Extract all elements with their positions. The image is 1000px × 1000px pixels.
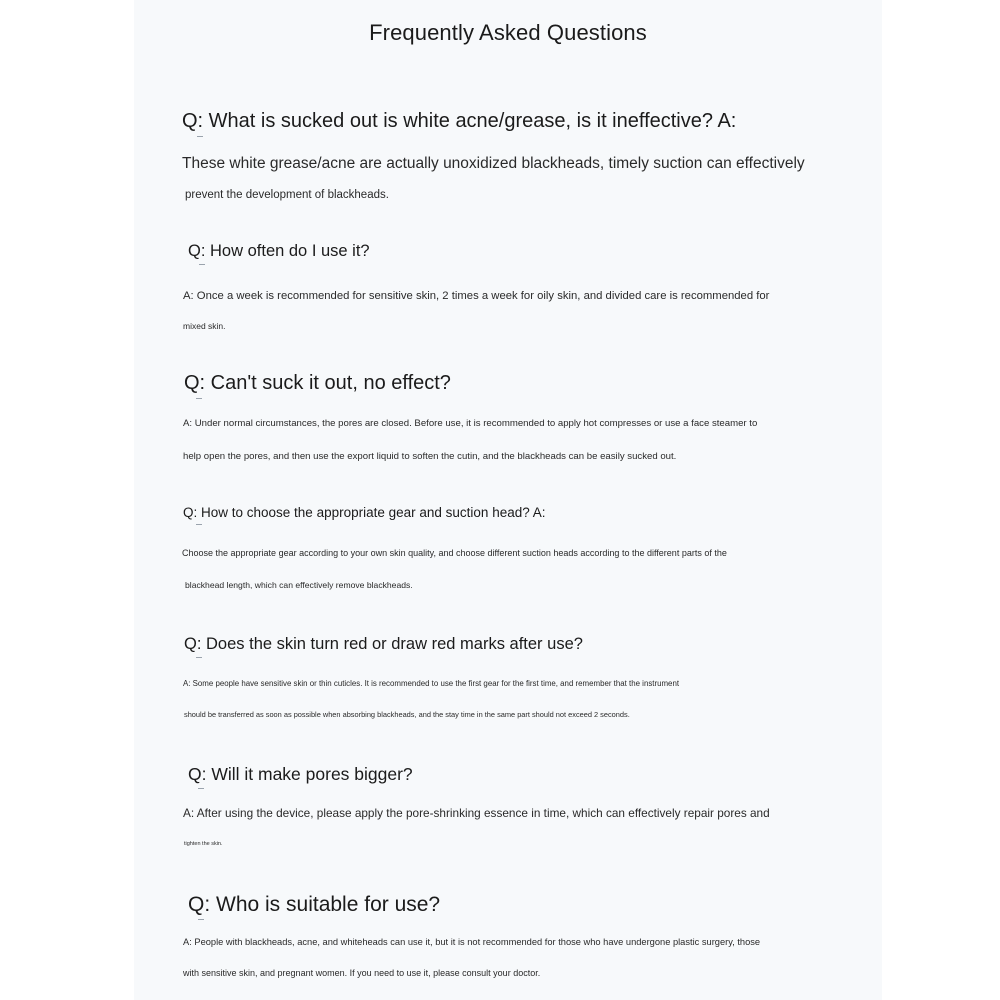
faq-answer-5-line1: A: Some people have sensitive skin or thin cuticles. It is recommended to use the first gear for the first time, and remember that the instrument [183, 679, 680, 688]
faq-page [134, 0, 882, 1000]
faq-question-6: Q: Will it make pores bigger? [188, 764, 413, 784]
faq-question-4: Q: How to choose the appropriate gear and suction head? A: [183, 505, 546, 520]
question-underline-mark [196, 657, 202, 658]
faq-answer-1-line2: prevent the development of blackheads. [185, 189, 389, 201]
faq-answer-4-line1: Choose the appropriate gear according to your own skin quality, and choose different suction heads according to the different parts of the [182, 548, 727, 558]
faq-answer-4-line2: blackhead length, which can effectively remove blackheads. [185, 580, 413, 590]
faq-answer-6-line2: tighten the skin. [184, 841, 223, 847]
faq-question-3: Q: Can't suck it out, no effect? [184, 372, 451, 394]
faq-answer-2-line1: A: Once a week is recommended for sensitive skin, 2 times a week for oily skin, and divided care is recommended for [183, 290, 770, 302]
question-underline-mark [199, 264, 205, 265]
faq-answer-5-line2: should be transferred as soon as possible when absorbing blackheads, and the stay time in the same part should not exceed 2 seconds. [184, 710, 630, 719]
faq-question-2: Q: How often do I use it? [188, 242, 370, 260]
faq-answer-7-line1: A: People with blackheads, acne, and whiteheads can use it, but it is not recommended for those who have undergone plastic surgery, those [183, 937, 761, 947]
faq-question-1: Q: What is sucked out is white acne/grease, is it ineffective? A: [182, 110, 737, 132]
faq-answer-2-line2: mixed skin. [183, 321, 226, 331]
question-underline-mark [198, 788, 204, 789]
faq-answer-1-line1: These white grease/acne are actually unoxidized blackheads, timely suction can effectively [182, 155, 805, 172]
question-underline-mark [196, 398, 202, 399]
faq-answer-3-line2: help open the pores, and then use the export liquid to soften the cutin, and the blackheads can be easily sucked out. [183, 451, 677, 462]
faq-answer-6-line1: A: After using the device, please apply the pore-shrinking essence in time, which can effectively repair pores and [183, 806, 770, 820]
question-underline-mark [198, 919, 204, 920]
page-title: Frequently Asked Questions [369, 20, 647, 45]
faq-question-5: Q: Does the skin turn red or draw red marks after use? [184, 635, 583, 653]
question-underline-mark [196, 524, 202, 525]
faq-answer-3-line1: A: Under normal circumstances, the pores are closed. Before use, it is recommended to apply hot compresses or use a face steamer to [183, 418, 758, 429]
faq-question-7: Q: Who is suitable for use? [188, 893, 441, 916]
faq-answer-7-line2: with sensitive skin, and pregnant women. If you need to use it, please consult your doctor. [183, 968, 541, 978]
question-underline-mark [197, 136, 203, 137]
